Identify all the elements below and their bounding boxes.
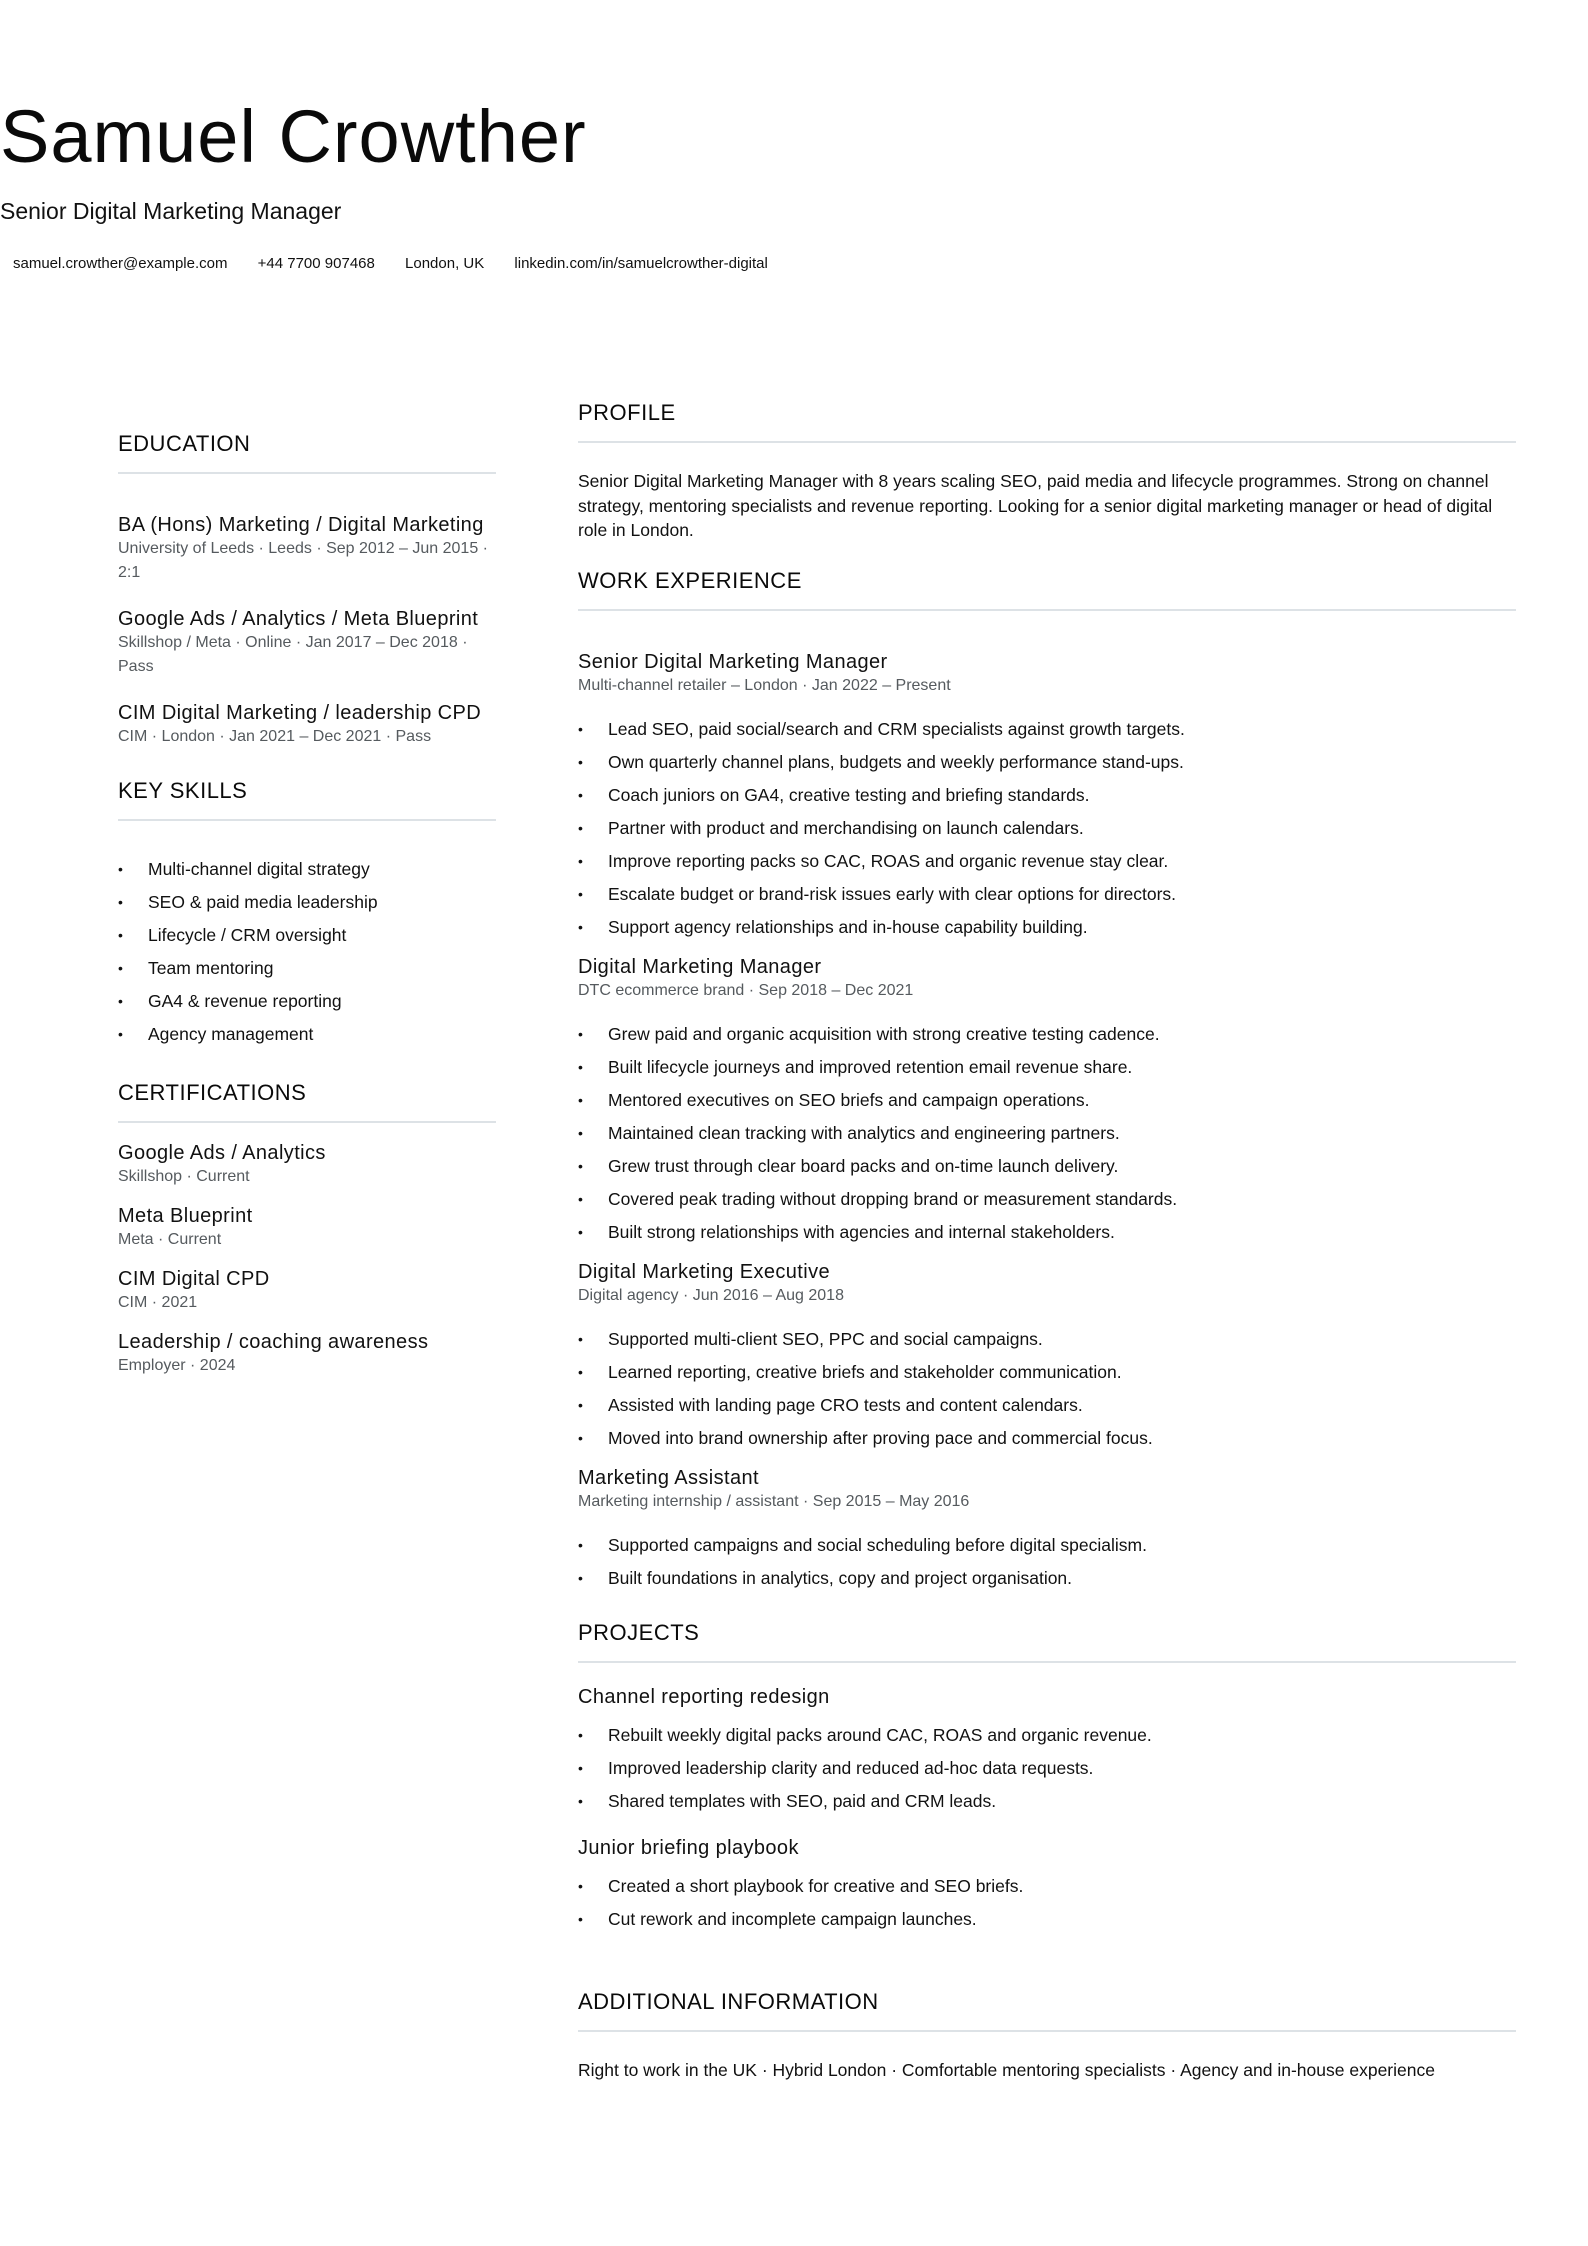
- project-bullets: [578, 1870, 1516, 1936]
- bullet-text: Moved into brand ownership after proving pace and commercial focus.: [608, 1427, 1153, 1448]
- bullet-text: Support agency relationships and in-house capability building.: [608, 916, 1088, 937]
- list-item: [578, 1562, 1516, 1595]
- list-item: [118, 919, 496, 952]
- bullet-text: Built foundations in analytics, copy and project organisation.: [608, 1567, 1073, 1588]
- education-title: Google Ads / Analytics / Meta Blueprint: [118, 608, 479, 630]
- skill-text: GA4 & revenue reporting: [148, 991, 342, 1011]
- bullet-icon: •: [118, 960, 123, 976]
- bullet-text: Created a short playbook for creative and SEO briefs.: [608, 1875, 1024, 1896]
- bullet-icon: •: [578, 1429, 583, 1446]
- list-item: [578, 746, 1516, 779]
- job-details: Marketing internship / assistant · Sep 2015 – May 2016: [578, 1492, 970, 1510]
- list-item: [578, 1084, 1516, 1117]
- bullet-icon: •: [118, 861, 123, 877]
- certification-title: CIM Digital CPD: [118, 1268, 270, 1290]
- bullet-text: Partner with product and merchandising on launch calendars.: [608, 817, 1084, 838]
- bullet-icon: •: [578, 720, 583, 737]
- list-item: [578, 1422, 1516, 1455]
- certification-details: Skillshop · Current: [118, 1168, 250, 1185]
- certification-details: Employer · 2024: [118, 1357, 236, 1374]
- list-item: [578, 1870, 1516, 1903]
- bullet-icon: •: [578, 885, 583, 902]
- bullet-text: Mentored executives on SEO briefs and campaign operations.: [608, 1089, 1090, 1110]
- education-section: [118, 428, 496, 749]
- list-item: [578, 1117, 1516, 1150]
- bullet-text: Learned reporting, creative briefs and stakeholder communication.: [608, 1361, 1122, 1382]
- list-item: [578, 1529, 1516, 1562]
- job-bullets: [578, 1323, 1516, 1455]
- project-title: Channel reporting redesign: [578, 1685, 830, 1708]
- section-heading: WORK EXPERIENCE: [578, 567, 802, 593]
- bullet-icon: •: [578, 1396, 583, 1413]
- bullet-text: Rebuilt weekly digital packs around CAC, ROAS and organic revenue.: [608, 1724, 1152, 1745]
- job-details: Digital agency · Jun 2016 – Aug 2018: [578, 1286, 844, 1304]
- job-entry: [578, 650, 1516, 944]
- bullet-icon: •: [578, 1759, 583, 1776]
- left-column: [118, 428, 496, 1378]
- list-item: [578, 713, 1516, 746]
- list-item: [118, 985, 496, 1018]
- bullet-icon: •: [578, 1025, 583, 1042]
- bullet-icon: •: [578, 918, 583, 935]
- bullet-text: Grew paid and organic acquisition with strong creative testing cadence.: [608, 1023, 1160, 1044]
- list-item: [578, 1323, 1516, 1356]
- skill-text: Multi-channel digital strategy: [148, 859, 370, 879]
- bullet-text: Coach juniors on GA4, creative testing and briefing standards.: [608, 784, 1090, 805]
- bullet-text: Supported multi-client SEO, PPC and social campaigns.: [608, 1328, 1043, 1349]
- contact-linkedin: linkedin.com/in/samuelcrowther-digital: [514, 255, 768, 272]
- skills-section: [118, 775, 496, 1051]
- list-item: [578, 1389, 1516, 1422]
- job-title: Digital Marketing Executive: [578, 1260, 831, 1283]
- contact-line: [0, 254, 1588, 274]
- skill-text: SEO & paid media leadership: [148, 892, 378, 912]
- bullet-text: Lead SEO, paid social/search and CRM specialists against growth targets.: [608, 718, 1185, 739]
- bullet-text: Supported campaigns and social scheduling before digital specialism.: [608, 1534, 1147, 1555]
- bullet-text: Grew trust through clear board packs and on-time launch delivery.: [608, 1155, 1119, 1176]
- section-heading: EDUCATION: [118, 431, 251, 456]
- certification-item: [118, 1141, 496, 1189]
- certification-title: Leadership / coaching awareness: [118, 1331, 429, 1353]
- contact-phone: +44 7700 907468: [257, 255, 375, 272]
- education-title: BA (Hons) Marketing / Digital Marketing: [118, 514, 484, 536]
- section-heading: PROJECTS: [578, 1619, 700, 1645]
- list-item: [578, 911, 1516, 944]
- education-details: Skillshop / Meta · Online · Jan 2017 – Dec 2018 · Pass: [118, 634, 468, 675]
- bullet-text: Cut rework and incomplete campaign launches.: [608, 1908, 977, 1929]
- job-details: DTC ecommerce brand · Sep 2018 – Dec 2021: [578, 981, 914, 999]
- projects-section: [578, 1617, 1516, 1936]
- list-item: [578, 845, 1516, 878]
- list-item: [578, 1903, 1516, 1936]
- list-item: [578, 1051, 1516, 1084]
- bullet-icon: •: [578, 1124, 583, 1141]
- contact-email: samuel.crowther@example.com: [13, 255, 228, 272]
- bullet-icon: •: [578, 1536, 583, 1553]
- certification-item: [118, 1330, 496, 1378]
- bullet-icon: •: [578, 1877, 583, 1894]
- bullet-text: Maintained clean tracking with analytics and engineering partners.: [608, 1122, 1120, 1143]
- bullet-icon: •: [578, 1363, 583, 1380]
- bullet-icon: •: [118, 1026, 123, 1042]
- section-heading: CERTIFICATIONS: [118, 1080, 307, 1105]
- bullet-icon: •: [578, 1910, 583, 1927]
- job-title: Marketing Assistant: [578, 1466, 760, 1489]
- additional-section: [578, 1986, 1516, 2083]
- bullet-icon: •: [578, 1058, 583, 1075]
- bullet-icon: •: [578, 1330, 583, 1347]
- list-item: [118, 853, 496, 886]
- bullet-text: Own quarterly channel plans, budgets and weekly performance stand-ups.: [608, 751, 1184, 772]
- bullet-text: Improved leadership clarity and reduced ad-hoc data requests.: [608, 1757, 1094, 1778]
- contact-location: London, UK: [405, 255, 485, 272]
- skills-list: [118, 853, 496, 1051]
- bullet-icon: •: [578, 1792, 583, 1809]
- candidate-title: Senior Digital Marketing Manager: [0, 198, 342, 224]
- list-item: [578, 1183, 1516, 1216]
- skill-text: Team mentoring: [148, 958, 274, 978]
- bullet-icon: •: [578, 1091, 583, 1108]
- job-bullets: [578, 1018, 1516, 1249]
- certification-title: Google Ads / Analytics: [118, 1142, 326, 1164]
- bullet-text: Improve reporting packs so CAC, ROAS and organic revenue stay clear.: [608, 850, 1169, 871]
- bullet-text: Assisted with landing page CRO tests and content calendars.: [608, 1394, 1083, 1415]
- bullet-icon: •: [578, 1569, 583, 1586]
- list-item: [578, 1785, 1516, 1818]
- bullet-icon: •: [578, 1157, 583, 1174]
- job-title: Senior Digital Marketing Manager: [578, 650, 888, 673]
- bullet-icon: •: [578, 1190, 583, 1207]
- list-item: [578, 779, 1516, 812]
- list-item: [578, 1216, 1516, 1249]
- profile-section: [578, 397, 1516, 543]
- certification-item: [118, 1267, 496, 1315]
- skill-text: Lifecycle / CRM oversight: [148, 925, 347, 945]
- list-item: [578, 812, 1516, 845]
- job-entry: [578, 955, 1516, 1249]
- profile-summary: Senior Digital Marketing Manager with 8 years scaling SEO, paid media and lifecycle programmes. Strong on channel strategy, mentoring specialists and revenue reporting. Looking for a senior digital marketing manager or head of digital role in London.: [578, 471, 1493, 540]
- right-column: [578, 397, 1516, 2082]
- certification-title: Meta Blueprint: [118, 1205, 253, 1227]
- certification-details: Meta · Current: [118, 1231, 222, 1248]
- bullet-text: Built lifecycle journeys and improved retention email revenue share.: [608, 1056, 1133, 1077]
- bullet-icon: •: [578, 852, 583, 869]
- bullet-icon: •: [578, 1223, 583, 1240]
- list-item: [578, 1719, 1516, 1752]
- job-bullets: [578, 713, 1516, 944]
- skill-text: Agency management: [148, 1024, 314, 1044]
- bullet-text: Escalate budget or brand-risk issues early with clear options for directors.: [608, 883, 1177, 904]
- list-item: [578, 1356, 1516, 1389]
- bullet-text: Shared templates with SEO, paid and CRM leads.: [608, 1790, 997, 1811]
- project-entry: [578, 1836, 1516, 1936]
- education-item: [118, 607, 496, 679]
- job-entry: [578, 1466, 1516, 1595]
- bullet-icon: •: [578, 753, 583, 770]
- job-title: Digital Marketing Manager: [578, 955, 822, 978]
- section-heading: KEY SKILLS: [118, 778, 248, 803]
- job-entry: [578, 1260, 1516, 1455]
- bullet-text: Built strong relationships with agencies and internal stakeholders.: [608, 1221, 1115, 1242]
- additional-info-text: Right to work in the UK · Hybrid London · Comfortable mentoring specialists · Agency and in-house experience: [578, 2059, 1435, 2080]
- education-details: University of Leeds · Leeds · Sep 2012 – Jun 2015 · 2:1: [118, 540, 488, 581]
- certifications-section: [118, 1077, 496, 1378]
- candidate-name: Samuel Crowther: [0, 95, 587, 178]
- bullet-icon: •: [118, 993, 123, 1009]
- bullet-icon: •: [118, 927, 123, 943]
- list-item: [578, 1150, 1516, 1183]
- bullet-icon: •: [578, 819, 583, 836]
- list-item: [578, 878, 1516, 911]
- list-item: [118, 886, 496, 919]
- certification-item: [118, 1204, 496, 1252]
- education-title: CIM Digital Marketing / leadership CPD: [118, 702, 482, 724]
- section-heading: ADDITIONAL INFORMATION: [578, 1988, 879, 2014]
- project-bullets: [578, 1719, 1516, 1818]
- certification-details: CIM · 2021: [118, 1294, 198, 1311]
- list-item: [118, 1018, 496, 1051]
- bullet-icon: •: [118, 894, 123, 910]
- project-entry: [578, 1685, 1516, 1818]
- experience-section: [578, 565, 1516, 1595]
- section-heading: PROFILE: [578, 400, 676, 425]
- education-item: [118, 701, 496, 749]
- list-item: [578, 1752, 1516, 1785]
- bullet-text: Covered peak trading without dropping brand or measurement standards.: [608, 1188, 1178, 1209]
- list-item: [118, 952, 496, 985]
- job-bullets: [578, 1529, 1516, 1595]
- education-item: [118, 513, 496, 585]
- bullet-icon: •: [578, 786, 583, 803]
- list-item: [578, 1018, 1516, 1051]
- bullet-icon: •: [578, 1726, 583, 1743]
- job-details: Multi-channel retailer – London · Jan 2022 – Present: [578, 676, 951, 694]
- education-details: CIM · London · Jan 2021 – Dec 2021 · Pass: [118, 728, 432, 745]
- project-title: Junior briefing playbook: [578, 1836, 799, 1859]
